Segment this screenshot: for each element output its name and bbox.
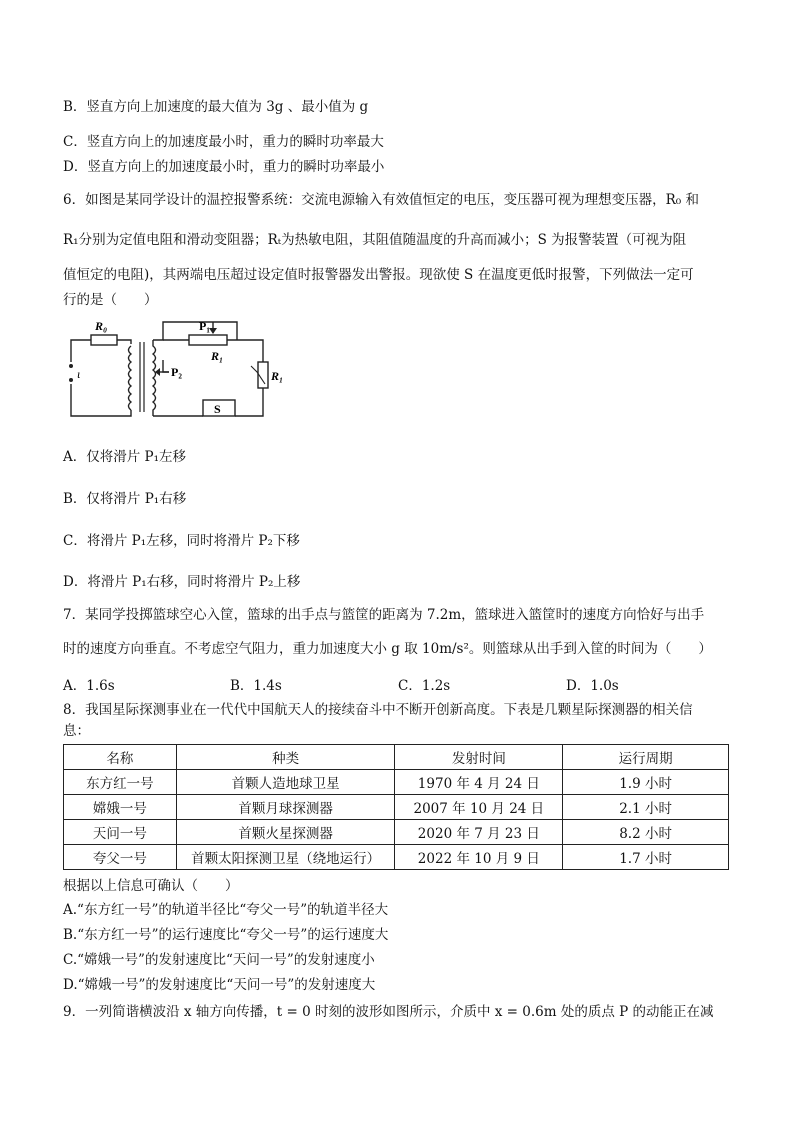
probe-info-table xyxy=(63,744,729,870)
s-label: S xyxy=(214,402,221,416)
table-cell: 嫦娥一号 xyxy=(64,795,177,820)
q6-option-c: C．将滑片 P₁左移，同时将滑片 P₂下移 xyxy=(63,533,300,549)
ac-source-terminal-bottom xyxy=(69,378,73,382)
table-row xyxy=(64,770,729,795)
ac-source-terminal-top xyxy=(69,364,73,368)
table-header-cell: 运行周期 xyxy=(563,745,729,770)
q7-stem-line2: 时的速度方向垂直。不考虑空气阻力，重力加速度大小 g 取 10m/s²。则篮球从出手到入筐的时间为（ ） xyxy=(63,641,712,657)
table-header-cell: 名称 xyxy=(64,745,177,770)
q8-stem-line2: 息： xyxy=(63,723,90,739)
q8-option-d: D.“嫦娥一号”的发射速度比“天问一号”的发射速度大 xyxy=(63,977,376,993)
table-cell: 夸父一号 xyxy=(64,845,177,870)
rt-label: R₁ xyxy=(271,369,284,383)
table-row xyxy=(64,820,729,845)
table-cell: 1.9 小时 xyxy=(563,770,729,795)
q7-option-a: A．1.6s xyxy=(63,678,115,694)
q6-stem-line3: 值恒定的电阻)，其两端电压超过设定值时报警器发出警报。现欲使 S 在温度更低时报警，下列做法一定可 xyxy=(63,267,694,283)
q5-option-c: C．竖直方向上的加速度最小时，重力的瞬时功率最大 xyxy=(63,134,384,150)
r1-label: R₁ xyxy=(211,349,224,363)
q7-option-d: D．1.0s xyxy=(566,678,619,694)
q7-stem-line1: 7．某同学投掷篮球空心入筐，篮球的出手点与篮筐的距离为 7.2m，篮球进入篮筐时的速度方向恰好与出手 xyxy=(63,607,705,623)
q9-stem-line1: 9．一列简谐横波沿 x 轴方向传播，t = 0 时刻的波形如图所示，介质中 x = 0.6m 处的质点 P 的动能正在减 xyxy=(63,1004,714,1020)
table-cell: 首颗月球探测器 xyxy=(176,795,395,820)
table-cell: 首颗火星探测器 xyxy=(176,820,395,845)
table-cell: 2022 年 10 月 9 日 xyxy=(395,845,563,870)
circuit-diagram xyxy=(63,316,303,422)
table-cell: 2007 年 10 月 24 日 xyxy=(395,795,563,820)
table-cell: 东方红一号 xyxy=(64,770,177,795)
table-cell: 天问一号 xyxy=(64,820,177,845)
table-header-row xyxy=(64,745,729,770)
table-cell: 首颗太阳探测卫星（绕地运行） xyxy=(176,845,395,870)
q8-option-b: B.“东方红一号”的运行速度比“夸父一号”的运行速度大 xyxy=(63,927,389,943)
table-row xyxy=(64,845,729,870)
table-cell: 1970 年 4 月 24 日 xyxy=(395,770,563,795)
r0-label: R₀ xyxy=(95,319,108,333)
table-row xyxy=(64,795,729,820)
q8-option-c: C.“嫦娥一号”的发射速度比“天问一号”的发射速度小 xyxy=(63,952,375,968)
q6-option-b: B．仅将滑片 P₁右移 xyxy=(63,491,187,507)
q8-option-a: A.“东方红一号”的轨道半径比“夸父一号”的轨道半径大 xyxy=(63,902,389,918)
table-cell: 8.2 小时 xyxy=(563,820,729,845)
table-cell: 2020 年 7 月 23 日 xyxy=(395,820,563,845)
q5-option-d: D．竖直方向上的加速度最小时，重力的瞬时功率最小 xyxy=(63,159,385,175)
table-cell: 首颗人造地球卫星 xyxy=(176,770,395,795)
table-header-cell: 种类 xyxy=(176,745,395,770)
q7-option-b: B．1.4s xyxy=(230,678,282,694)
q6-option-a: A．仅将滑片 P₁左移 xyxy=(63,449,187,465)
q6-stem-line2: R₁分别为定值电阻和滑动变阻器；Rₜ为热敏电阻，其阻值随温度的升高而减小；S 为报警装置（可视为阻 xyxy=(63,232,687,248)
q8-stem-line1: 8．我国星际探测事业在一代代中国航天人的接续奋斗中不断开创新高度。下表是几颗星际探测器的相关信 xyxy=(63,702,693,718)
q6-stem-line1: 6．如图是某同学设计的温控报警系统：交流电源输入有效值恒定的电压，变压器可视为理想变压器，R₀ 和 xyxy=(63,192,699,208)
r0-resistor xyxy=(91,335,117,345)
q8-question: 根据以上信息可确认（ ） xyxy=(63,878,239,894)
secondary-coil xyxy=(153,340,156,416)
r1-slider-resistor xyxy=(189,335,227,345)
q7-option-c: C．1.2s xyxy=(398,678,451,694)
q5-option-b: B．竖直方向上加速度的最大值为 3g 、最小值为 g xyxy=(63,99,369,115)
q6-stem-line4: 行的是（ ） xyxy=(63,292,158,308)
table-cell: 2.1 小时 xyxy=(563,795,729,820)
p2-label: P₂ xyxy=(171,365,182,379)
p1-label: P₁ xyxy=(199,319,210,333)
q6-option-d: D．将滑片 P₁右移，同时将滑片 P₂上移 xyxy=(63,574,301,590)
table-cell: 1.7 小时 xyxy=(563,845,729,870)
table-header-cell: 发射时间 xyxy=(395,745,563,770)
source-label: ι xyxy=(77,367,81,381)
